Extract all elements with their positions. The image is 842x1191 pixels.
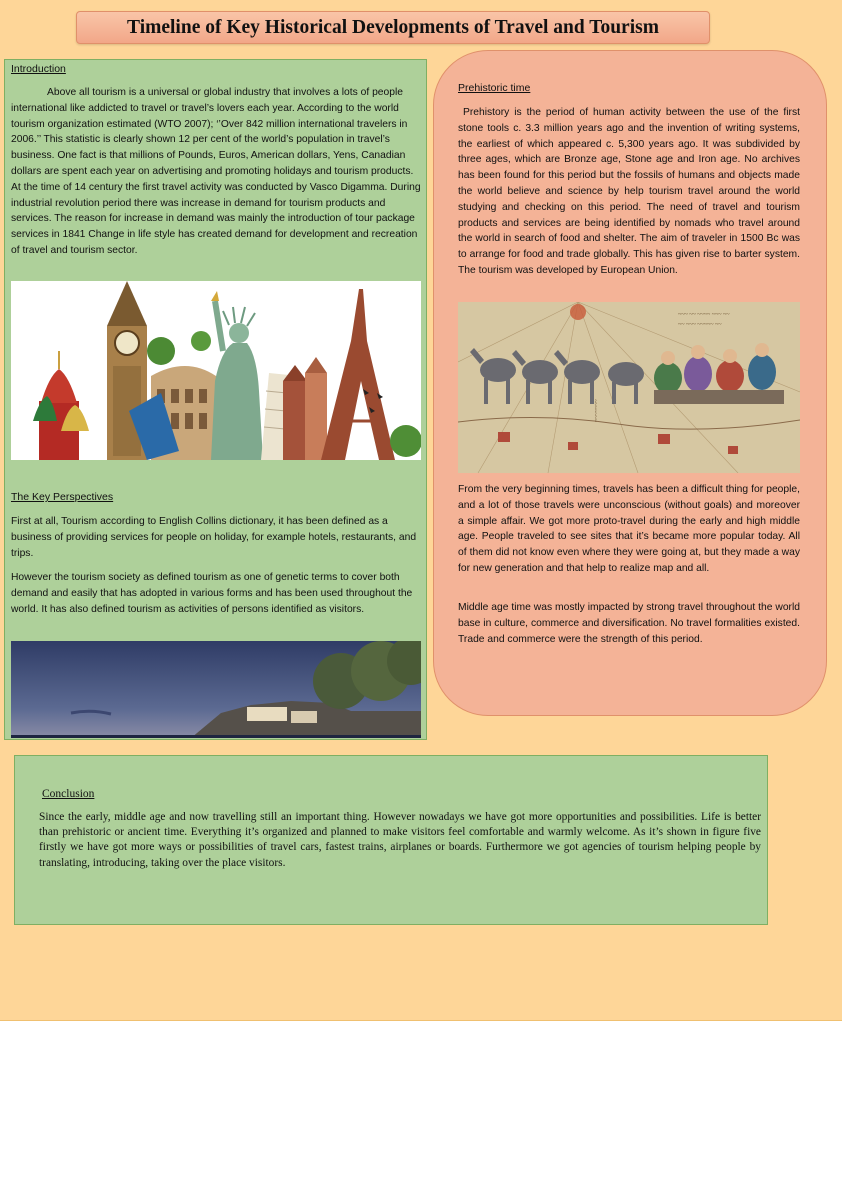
introduction-text: Above all tourism is a universal or global industry that involves a lots of people international like addicted to travel or travel’s lovers each year. According to the world tourism organization estimated (WTO 2007); ‘’Over 842 million international travelers in 2006.’’ This statistic is clearly shown 12 per cent of the world’s population in travel’s business. One fact is that millions of Pounds, Euros, American dollars, Yens, Canadian dollars are spent each year on advertising and promoting holidays and tourism products. At the time of 14 century the first travel activity was conducted by Vasco Digamma. During industrial revolution period there was increase in demand for tourism products and services. The reason for increase in demand was mainly the introduction of tour package services in 1841 Change in life style has created demand for development and recreation of travel and tourism sector. [11, 87, 421, 256]
left-panel [4, 59, 427, 740]
key-perspectives-paragraph-1: First at all, Tourism according to English Collins dictionary, it has been defined as a business of providing services for people on holiday, for example hotels, restaurants, and trips. [11, 516, 417, 559]
prehistoric-paragraph-2: From the very beginning times, travels has been a difficult thing for people, and a lot of those travels were unconscious (without goals) and moreover a simple affair. We got more proto-travel during the early and high middle age. People traveled to see sites that it’s became more popular today. All of them did not know even where they were going at, but they made a way for new generation and that help to realize map and all. [458, 484, 800, 574]
conclusion-panel [14, 755, 768, 925]
tree-icon [147, 337, 175, 365]
medieval-map-image [458, 302, 800, 473]
prehistoric-paragraph-1: Prehistory is the period of human activity between the use of the first stone tools c. 3.3 million years ago and the invention of writing systems, the earliest of which appeared c. 5,300 years ago. It was subdivided by three ages, which are Bronze age, Stone age and Iron age. No archives has been found for this period but the fossils of humans and objects made the world believe and science by help tourism travel around the world studying and checking on this period. The need of travel and tourism products and services are being identified by nomads who travel around the world in search of food and shelter. The aim of traveler in 1500 Bc was to arrange for food and trade globally. This has given rise to barter system. The tourism was developed by European Union. [458, 107, 803, 276]
conclusion-text: Since the early, middle age and now travelling still an important thing. However nowadays we have got more opportunities and possibilities. Life is better than prehistoric or ancient time. Everything it’s organized and planned to make visitors feel comfortable and warmly welcome. As it’s shown in figure five firstly we have got more ways or possibilities of travel cars, fastest trains, airplanes or boards. Furthermore we got agencies of tourism helping people by translating, introducing, taking over the place visitors. [39, 811, 761, 869]
svg-text:~~~ ~~ ~~~~ ~~~ ~~: ~~~ ~~ ~~~~ ~~~ ~~ [678, 312, 730, 318]
compass-rose-icon [570, 304, 586, 320]
svg-text:~~ ~~~ ~~~~~ ~~: ~~ ~~~ ~~~~~ ~~ [678, 322, 722, 328]
coastal-town-image [11, 641, 421, 738]
key-perspectives-paragraph-2: However the tourism society as defined tourism as one of genetic terms to cover both demand and easily that has adopted in various forms and has been used throughout the world. It has also defined tourism as activities of persons identified as visitors. [11, 572, 413, 615]
svg-text:~~~~~~~: ~~~~~~~ [594, 399, 600, 422]
prehistoric-heading: Prehistoric time [458, 82, 531, 94]
prehistoric-paragraph-3: Middle age time was mostly impacted by strong travel throughout the world base in culture, commerce and diversification. No travel formalities existed. Trade and commerce were the strength of this period. [458, 602, 800, 645]
conclusion-heading: Conclusion [42, 788, 95, 800]
introduction-heading: Introduction [11, 63, 66, 75]
key-perspectives-heading: The Key Perspectives [11, 491, 114, 503]
right-panel [433, 50, 827, 716]
landmarks-collage-image [11, 281, 421, 460]
page-title: Timeline of Key Historical Developments of Travel and Tourism [76, 11, 710, 44]
